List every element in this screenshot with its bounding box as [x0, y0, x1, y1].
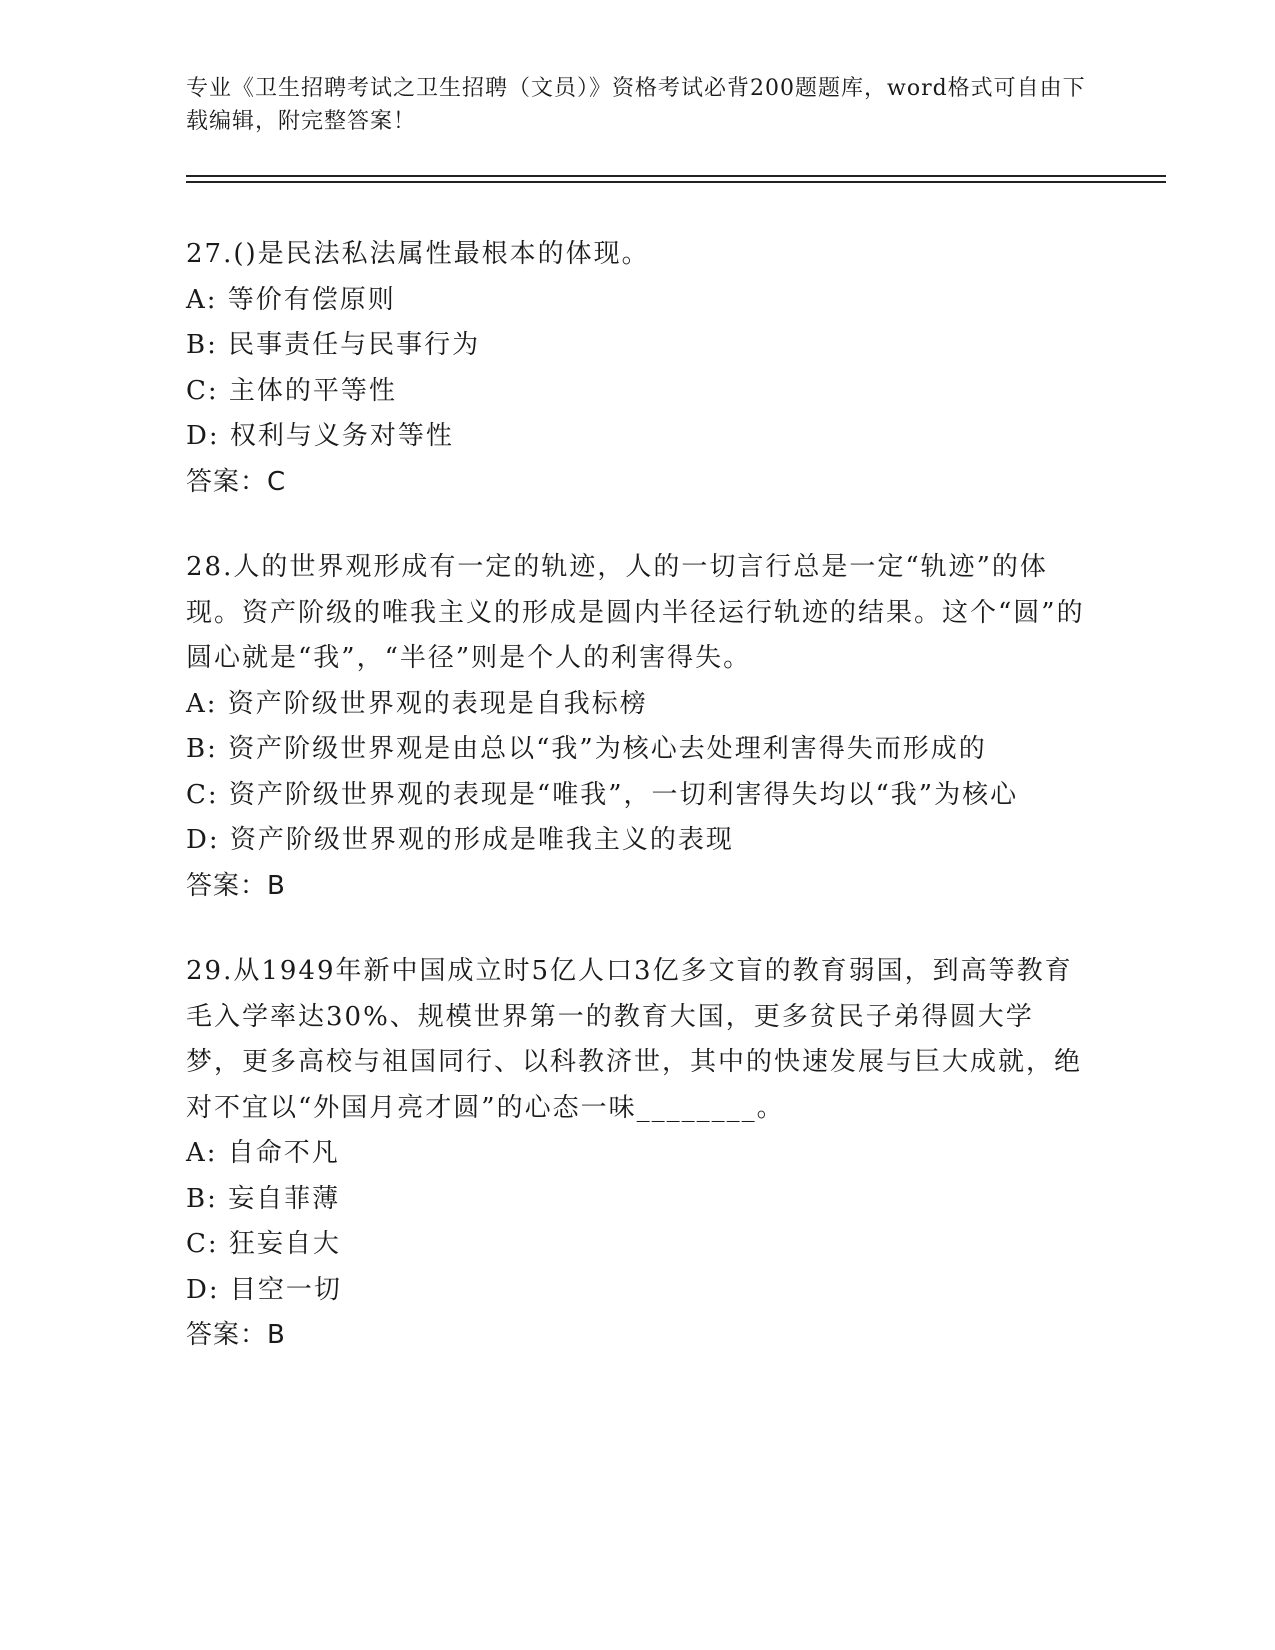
question-29 — [186, 949, 1086, 1359]
option-b: B: 妄自菲薄 — [186, 1183, 341, 1214]
option-d: D: 资产阶级世界观的形成是唯我主义的表现 — [186, 825, 734, 855]
option-c: C: 主体的平等性 — [186, 375, 397, 406]
document-header — [186, 72, 1086, 138]
question-27 — [186, 232, 1086, 505]
answer-line: 答案：B — [186, 870, 286, 901]
question-list — [186, 232, 1086, 1399]
option-a: A: 资产阶级世界观的表现是自我标榜 — [186, 688, 648, 719]
option-d: D: 权利与义务对等性 — [186, 421, 454, 451]
question-stem: 27.()是民法私法属性最根本的体现。 — [186, 239, 650, 269]
question-stem: 28.人的世界观形成有一定的轨迹，人的一切言行总是一定“轨迹”的体现。资产阶级的唯我主义的形成是圆内半径运行轨迹的结果。这个“圆”的圆心就是“我”，“半径”则是个人的利害得失。 — [186, 552, 1085, 673]
option-c: C: 资产阶级世界观的表现是“唯我”，一切利害得失均以“我”为核心 — [186, 779, 1019, 810]
question-stem: 29.从1949年新中国成立时5亿人口3亿多文盲的教育弱国，到高等教育毛入学率达30%、规模世界第一的教育大国，更多贫民子弟得圆大学梦，更多高校与祖国同行、以科教济世，其中的快速发展与巨大成就，绝对不宜以“外国月亮才圆”的心态一味________。 — [186, 956, 1083, 1123]
option-d: D: 目空一切 — [186, 1274, 342, 1305]
option-a: A: 等价有偿原则 — [186, 284, 396, 315]
option-b: B: 民事责任与民事行为 — [186, 330, 481, 360]
option-c: C: 狂妄自大 — [186, 1229, 341, 1259]
header-rule-top — [186, 175, 1166, 177]
answer-line: 答案：C — [186, 466, 287, 497]
answer-line: 答案：B — [186, 1320, 286, 1350]
header-rule-bottom — [186, 181, 1166, 183]
option-b: B: 资产阶级世界观是由总以“我”为核心去处理利害得失而形成的 — [186, 734, 987, 764]
question-28 — [186, 545, 1086, 909]
document-title: 专业《卫生招聘考试之卫生招聘（文员）》资格考试必背200题题库，word格式可自由下载编辑，附完整答案！ — [186, 76, 1086, 134]
option-a: A: 自命不凡 — [186, 1138, 340, 1168]
